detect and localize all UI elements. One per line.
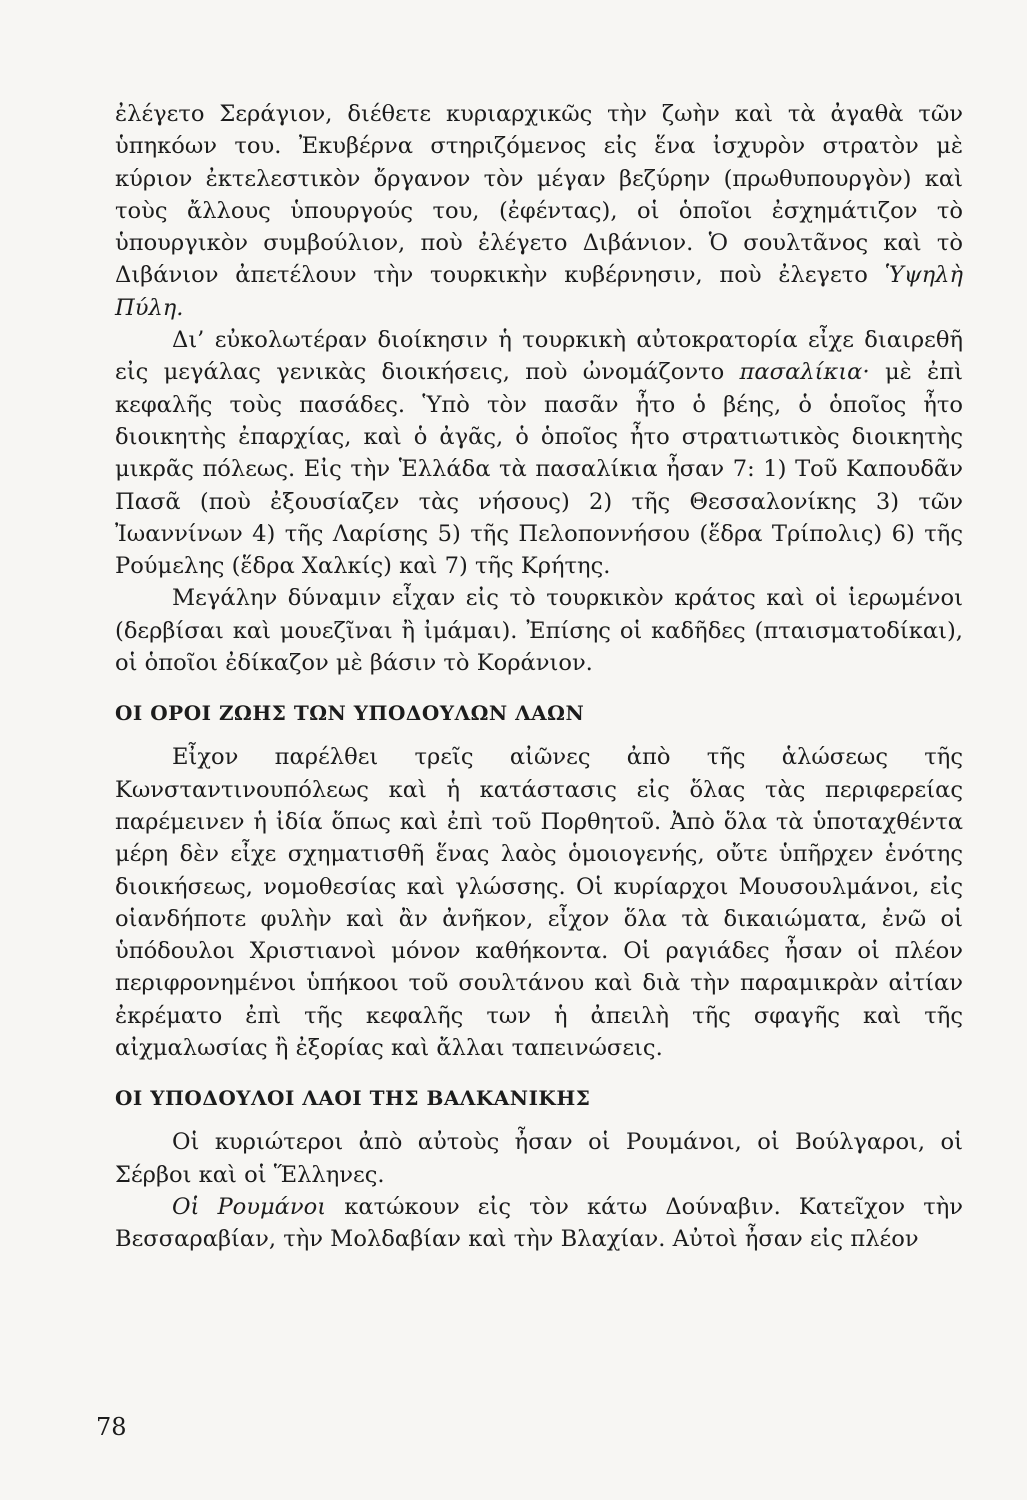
italic-term-ypsili-pyli: Ὑψηλὴ Πύλη. [115, 262, 963, 321]
paragraph-4: Εἶχον παρέλθει τρεῖς αἰῶνες ἀπὸ τῆς ἁλώσεως τῆς Κωνσταντινουπόλεως καὶ ἡ κατάστασις εἰς ὅλας τὰς περιφερείας παρέμεινεν ἡ ἰδία ὅπως καὶ ἐπὶ τοῦ Πορθητοῦ. Ἀπὸ ὅλα τὰ ὑποταχθέντα μέρη δὲν εἶχε σχηματισθῆ ἕνας λαὸς ὁμοιογενής, οὔτε ὑπῆρχεν ἑνότης διοικήσεως, νομοθεσίας καὶ γλώσσης. Οἱ κυρίαρχοι Μουσουλμάνοι, εἰς οἱανδήποτε φυλὴν καὶ ἂν ἀνῆκον, εἶχον ὅλα τὰ δικαιώματα, ἐνῶ οἱ ὑπόδουλοι Χριστιανοὶ μόνον καθήκοντα. Οἱ ραγιάδες ἦσαν οἱ πλέον περιφρονημένοι ὑπήκοοι τοῦ σουλτάνου καὶ διὰ τὴν παραμικρὰν αἰτίαν ἐκρέματο ἐπὶ τῆς κεφαλῆς των ἡ ἀπειλὴ τῆς σφαγῆς καὶ τῆς αἰχμαλωσίας ἢ ἐξορίας καὶ ἄλλαι ταπεινώσεις. [115, 744, 963, 1062]
page-number: 78 [96, 1413, 127, 1441]
paragraph-2: Δι’ εὐκολωτέραν διοίκησιν ἡ τουρκικὴ αὐτοκρατορία εἶχε διαιρεθῆ εἰς μεγάλας γενικὰς διοικήσεις, ποὺ ὠνομάζοντο πασαλίκια· μὲ ἐπὶ κεφαλῆς τοὺς πασάδες. Ὑπὸ τὸν πασᾶν ἦτο ὁ βέης, ὁ ὁποῖος ἦτο διοικητὴς ἐπαρχίας, καὶ ὁ ἀγᾶς, ὁ ὁποῖος ἦτο στρατιωτικὸς διοικητὴς μικρᾶς πόλεως. Εἰς τὴν Ἑλλάδα τὰ πασαλίκια ἦσαν 7: 1) Τοῦ Καπουδᾶν Πασᾶ (ποὺ ἐξουσίαζεν τὰς νήσους) 2) τῆς Θεσσαλονίκης 3) τῶν Ἰωαννίνων 4) τῆς Λαρίσης 5) τῆς Πελοποννήσου (ἕδρα Τρίπολις) 6) τῆς Ρούμελης (ἕδρα Χαλκίς) καὶ 7) τῆς Κρήτης. [115, 327, 963, 580]
italic-term-pasalikia: πασαλίκια· [739, 359, 870, 386]
section-heading-living-conditions: ΟΙ ΟΡΟΙ ΖΩΗΣ ΤΩΝ ΥΠΟΔΟΥΛΩΝ ΛΑΩΝ [115, 701, 585, 726]
section-heading-balkan-peoples: ΟΙ ΥΠΟΔΟΥΛΟΙ ΛΑΟΙ ΤΗΣ ΒΑΛΚΑΝΙΚΗΣ [115, 1086, 591, 1111]
paragraph-6: Οἱ Ρουμάνοι κατώκουν εἰς τὸν κάτω Δούναβιν. Κατεῖχον τὴν Βεσσαραβίαν, τὴν Μολδαβίαν καὶ τὴν Βλαχίαν. Αὐτοὶ ἦσαν εἰς πλέον [115, 1193, 963, 1253]
paragraph-1: ἐλέγετο Σεράγιον, διέθετε κυριαρχικῶς τὴν ζωὴν καὶ τὰ ἀγαθὰ τῶν ὑπηκόων του. Ἐκυβέρνα στηριζόμενος εἰς ἕνα ἰσχυρὸν στρατὸν μὲ κύριον ἐκτελεστικὸν ὄργανον τὸν μέγαν βεζύρην (πρωθυπουργὸν) καὶ τοὺς ἄλλους ὑπουργούς του, (ἐφέντας), οἱ ὁποῖοι ἐσχημάτιζον τὸ ὑπουργικὸν συμβούλιον, ποὺ ἐλέγετο Διβάνιον. Ὁ σουλτᾶνος καὶ τὸ Διβάνιον ἀπετέλουν τὴν τουρκικὴν κυβέρνησιν, ποὺ ἐλεγετο Ὑψηλὴ Πύλη. [115, 101, 963, 321]
italic-term-roumanoi: Οἱ Ρουμάνοι [172, 1193, 327, 1220]
paragraph-5: Οἱ κυριώτεροι ἀπὸ αὐτοὺς ἦσαν οἱ Ρουμάνοι, οἱ Βούλγαροι, οἱ Σέρβοι καὶ οἱ Ἕλληνες. [115, 1129, 963, 1188]
body-text [115, 98, 963, 1256]
paragraph-3: Μεγάλην δύναμιν εἶχαν εἰς τὸ τουρκικὸν κράτος καὶ οἱ ἱερωμένοι (δερβίσαι καὶ μουεζῖναι ἢ ἰμάμαι). Ἐπίσης οἱ καδῆδες (πταισματοδίκαι), οἱ ὁποῖοι ἐδίκαζον μὲ βάσιν τὸ Κοράνιον. [115, 585, 963, 677]
